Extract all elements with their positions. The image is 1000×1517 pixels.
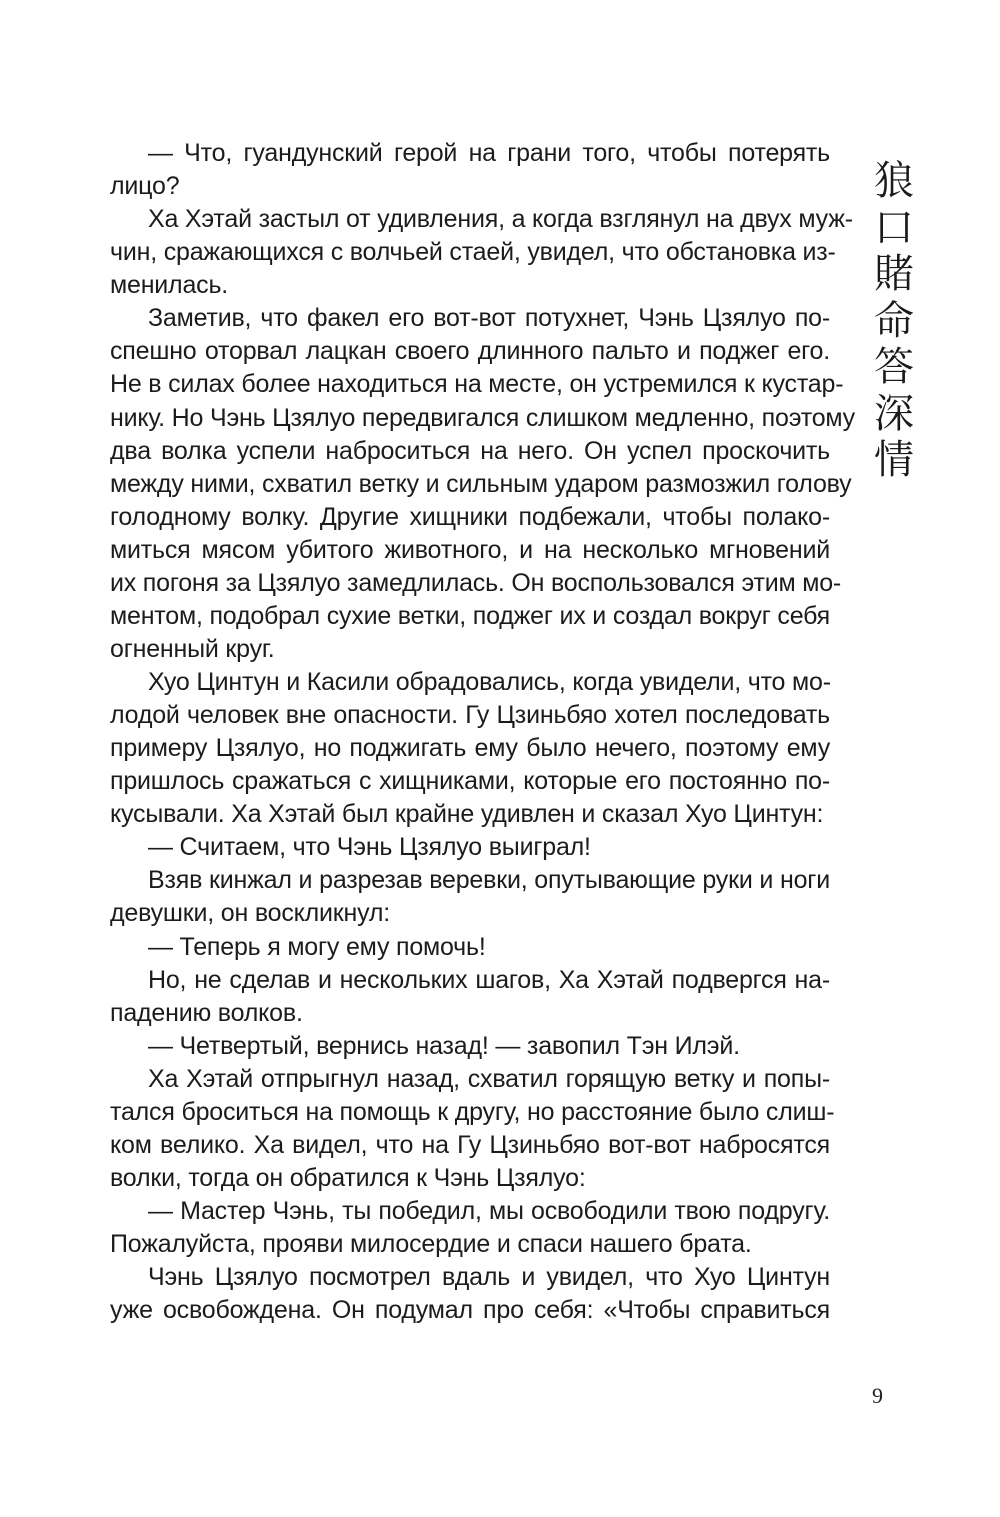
text-line: лицо?	[110, 172, 180, 201]
text-line: Ха Хэтай отпрыгнул назад, схватил горящую ветку и попы-	[148, 1064, 830, 1093]
title-character: 答	[874, 344, 914, 390]
text-line: волки, тогда он обратился к Чэнь Цзялуо:	[110, 1163, 586, 1192]
text-line: — Считаем, что Чэнь Цзялуо выиграл!	[148, 833, 591, 862]
text-line: Ха Хэтай застыл от удивления, а когда взглянул на двух муж-	[148, 205, 853, 234]
text-line: девушки, он воскликнул:	[110, 899, 391, 928]
text-line: голодному волку. Другие хищники подбежали, чтобы полако-	[110, 502, 830, 531]
text-line: тался броситься на помощь к другу, но расстояние было слиш-	[110, 1097, 835, 1126]
text-line: два волка успели наброситься на него. Он успел проскочить	[110, 436, 830, 465]
text-line: миться мясом убитого животного, и на несколько мгновений	[110, 535, 830, 564]
text-line: чин, сражающихся с волчьей стаей, увидел, что обстановка из-	[110, 238, 836, 267]
title-character: 命	[874, 297, 914, 344]
text-line: Хуо Цинтун и Касили обрадовались, когда увидели, что мо-	[148, 668, 831, 696]
vertical-chapter-title	[868, 158, 920, 484]
title-character: 賭	[874, 251, 914, 297]
text-line: лодой человек вне опасности. Гу Цзиньбяо хотел последовать	[110, 701, 830, 730]
text-line: Чэнь Цзялуо посмотрел вдаль и увидел, что Хуо Цинтун	[148, 1263, 830, 1292]
title-character: 情	[874, 437, 914, 483]
text-line: между ними, схватил ветку и сильным ударом размозжил голову	[110, 469, 852, 498]
text-line: примеру Цзялуо, но поджигать ему было нечего, поэтому ему	[110, 734, 830, 763]
text-line: пришлось сражаться с хищниками, которые его постоянно по-	[110, 767, 830, 796]
text-line: Пожалуйста, прояви милосердие и спаси нашего брата.	[110, 1230, 752, 1259]
title-character: 狼	[874, 158, 914, 204]
text-line: ментом, подобрал сухие ветки, поджег их и создал вокруг себя	[110, 601, 831, 630]
page-number: 9	[872, 1383, 883, 1408]
text-line: Заметив, что факел его вот-вот потухнет, Чэнь Цзялуо по-	[148, 304, 830, 333]
text-line: Но, не сделав и нескольких шагов, Ха Хэтай подвергся на-	[148, 965, 830, 994]
text-line: менилась.	[110, 271, 229, 300]
text-line: — Четвертый, вернись назад! — завопил Тэн Илэй.	[148, 1031, 740, 1060]
text-line: падению волков.	[110, 998, 303, 1027]
text-line: уже освобождена. Он подумал про себя: «Чтобы справиться	[110, 1296, 830, 1325]
text-line: кусывали. Ха Хэтай был крайне удивлен и сказал Хуо Цинтун:	[110, 800, 824, 829]
text-line: нику. Но Чэнь Цзялуо передвигался слишком медленно, поэтому	[110, 403, 855, 432]
text-line: — Теперь я могу ему помочь!	[148, 932, 486, 961]
body-text	[110, 137, 855, 1327]
text-line: огненный круг.	[110, 634, 275, 663]
text-line: ком велико. Ха видел, что на Гу Цзиньбяо вот-вот набросятся	[110, 1130, 830, 1159]
title-character: 深	[874, 390, 914, 437]
text-line: Не в силах более находиться на месте, он устремился к кустар-	[110, 370, 844, 399]
text-line: — Мастер Чэнь, ты победил, мы освободили твою подругу.	[148, 1197, 830, 1225]
text-line: их погоня за Цзялуо замедлилась. Он воспользовался этим мо-	[110, 568, 842, 597]
text-line: спешно оторвал лацкан своего длинного пальто и поджег его.	[110, 337, 830, 366]
text-line: — Что, гуандунский герой на грани того, чтобы потерять	[148, 139, 830, 167]
text-line: Взяв кинжал и разрезав веревки, опутывающие руки и ноги	[148, 866, 830, 895]
title-character: 口	[874, 204, 914, 251]
